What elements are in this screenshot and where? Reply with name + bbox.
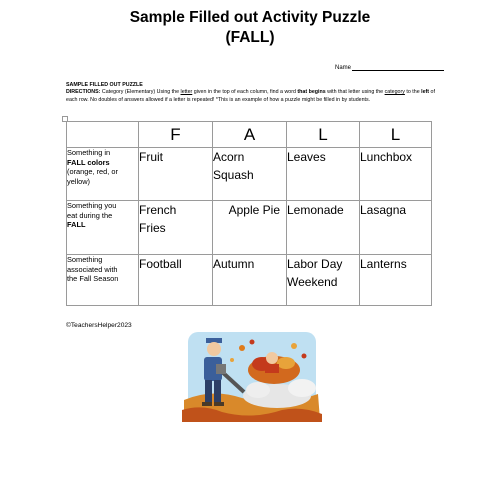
directions-emphasis: letter (180, 89, 193, 95)
answer-text: Weekend (287, 275, 338, 289)
answer-text: Football (139, 257, 182, 271)
header-row (67, 122, 432, 148)
answer-text: Squash (213, 168, 254, 182)
directions-text (66, 89, 438, 104)
document-heading: SAMPLE FILLED OUT PUZZLE (66, 82, 143, 88)
answer-cell[interactable] (287, 201, 360, 255)
answer-text: Acorn (213, 150, 245, 164)
table-row (67, 255, 432, 306)
category-text: Something (67, 255, 103, 264)
category-text: the Fall Season (67, 274, 119, 284)
category-text: associated with (67, 264, 118, 274)
column-letter: F (139, 122, 213, 148)
answer-text: Lanterns (360, 257, 407, 271)
category-text: yellow) (67, 176, 90, 186)
table-row (67, 148, 432, 201)
puzzle-table (66, 121, 432, 306)
fall-leaves-illustration (182, 330, 322, 422)
answer-cell[interactable] (213, 148, 287, 201)
answer-text: Leaves (287, 150, 326, 164)
directions-part: to the (404, 89, 422, 95)
answer-cell[interactable] (287, 148, 360, 201)
answer-cell[interactable] (287, 255, 360, 306)
answer-text: Lemonade (287, 203, 344, 217)
directions-emphasis: begins (308, 89, 326, 95)
answer-cell[interactable] (360, 148, 432, 201)
directions-label: DIRECTIONS: (66, 89, 101, 95)
answer-text: Fruit (139, 150, 163, 164)
category-text: FALL (67, 220, 86, 230)
category-cell (67, 201, 139, 255)
answer-cell[interactable] (213, 255, 287, 306)
header-corner (67, 122, 139, 148)
name-label: Name (335, 65, 352, 71)
answer-cell[interactable] (360, 255, 432, 306)
answer-text: French (139, 203, 177, 217)
name-blank-line (352, 64, 444, 71)
answer-cell[interactable] (213, 201, 287, 255)
directions-part: with that letter using the (325, 89, 385, 95)
answer-text: Autumn (213, 257, 255, 271)
category-text: Something you (67, 201, 117, 210)
page-title: Sample Filled out Activity Puzzle (129, 9, 371, 26)
category-text: (orange, red, or (67, 167, 118, 177)
answer-cell[interactable] (360, 201, 432, 255)
answer-cell[interactable] (139, 148, 213, 201)
column-letter: A (213, 122, 287, 148)
directions-part: Category (Elementary) Using the (100, 89, 181, 95)
directions-emphasis: category (384, 89, 405, 95)
answer-text: Lunchbox (360, 150, 413, 164)
answer-text: Apple Pie (228, 203, 280, 217)
directions-emphasis: that (297, 89, 308, 95)
directions-part: of each row. No doubles of answers allowed if a letter is repeated! *This is an example of how a puzzle might be filled in by students. (66, 89, 435, 103)
page-subtitle: (FALL) (225, 29, 275, 46)
table-row (67, 201, 432, 255)
category-text: FALL colors (67, 157, 110, 167)
category-text: eat during the (67, 210, 113, 220)
directions-emphasis: left (421, 89, 430, 95)
copyright-notice: ©TeachersHelper2023 (66, 322, 132, 329)
category-cell (67, 148, 139, 201)
column-letter: L (360, 122, 432, 148)
category-text: Something in (67, 148, 111, 157)
category-cell (67, 255, 139, 306)
answer-text: Lasagna (360, 203, 407, 217)
answer-text: Fries (139, 221, 166, 235)
answer-text: Labor Day (287, 257, 343, 271)
name-field (335, 64, 444, 71)
answer-cell[interactable] (139, 255, 213, 306)
answer-cell[interactable] (139, 201, 213, 255)
column-letter: L (287, 122, 360, 148)
directions-part: given in the top of each column, find a word (192, 89, 298, 95)
